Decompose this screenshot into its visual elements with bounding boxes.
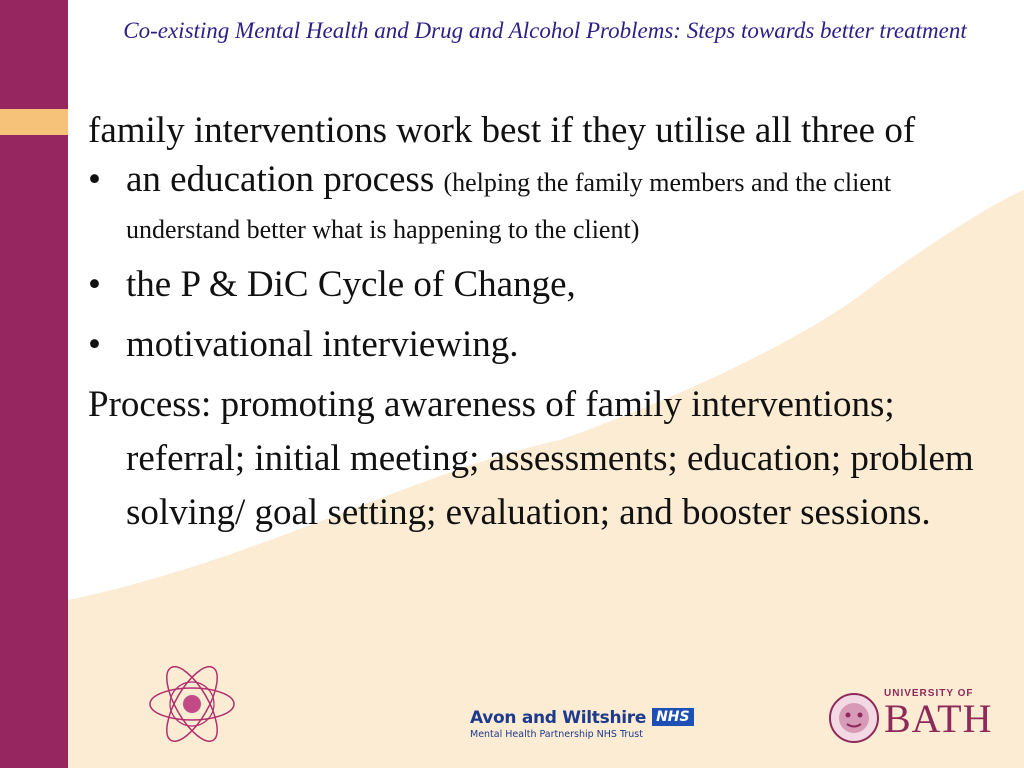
slide-body: [88, 104, 988, 540]
process-text: Process: promoting awareness of family interventions; referral; initial meeting; assessments; education; problem solving/ goal setting; evaluation; and booster sessions.: [88, 384, 974, 533]
bath-crest-icon: [828, 688, 880, 750]
slide-title: Co-existing Mental Health and Drug and Alcohol Problems: Steps towards better treatment: [123, 18, 967, 43]
atom-seal-icon: [146, 660, 238, 748]
university-logo: [828, 688, 993, 750]
bullet-main: an education process: [126, 159, 444, 200]
awp-name: Avon and Wiltshire: [470, 708, 647, 728]
intro-text: family interventions work best if they utilise all three of: [88, 110, 916, 151]
awp-subtitle: Mental Health Partnership NHS Trust: [470, 729, 643, 740]
bath-wordmark: [884, 688, 992, 739]
nhs-badge: NHS: [652, 708, 694, 726]
university-of-label: UNIVERSITY OF: [884, 688, 974, 699]
sidebar-stripe: [0, 109, 68, 135]
awp-logo: [470, 708, 694, 740]
bath-label: BATH: [884, 696, 993, 741]
bullet-dot-icon: •: [88, 159, 101, 200]
bullet-item: [88, 158, 988, 252]
bullet-dot-icon: •: [88, 324, 101, 365]
bullet-item: [88, 318, 988, 372]
bullet-note: (helping the family members and the client understand better what is happening to the client): [126, 168, 892, 244]
bullet-dot-icon: •: [88, 264, 101, 305]
bullet-item: [88, 258, 988, 312]
bullet-main: motivational interviewing.: [126, 324, 519, 365]
bullet-main: the P & DiC Cycle of Change,: [126, 264, 576, 305]
